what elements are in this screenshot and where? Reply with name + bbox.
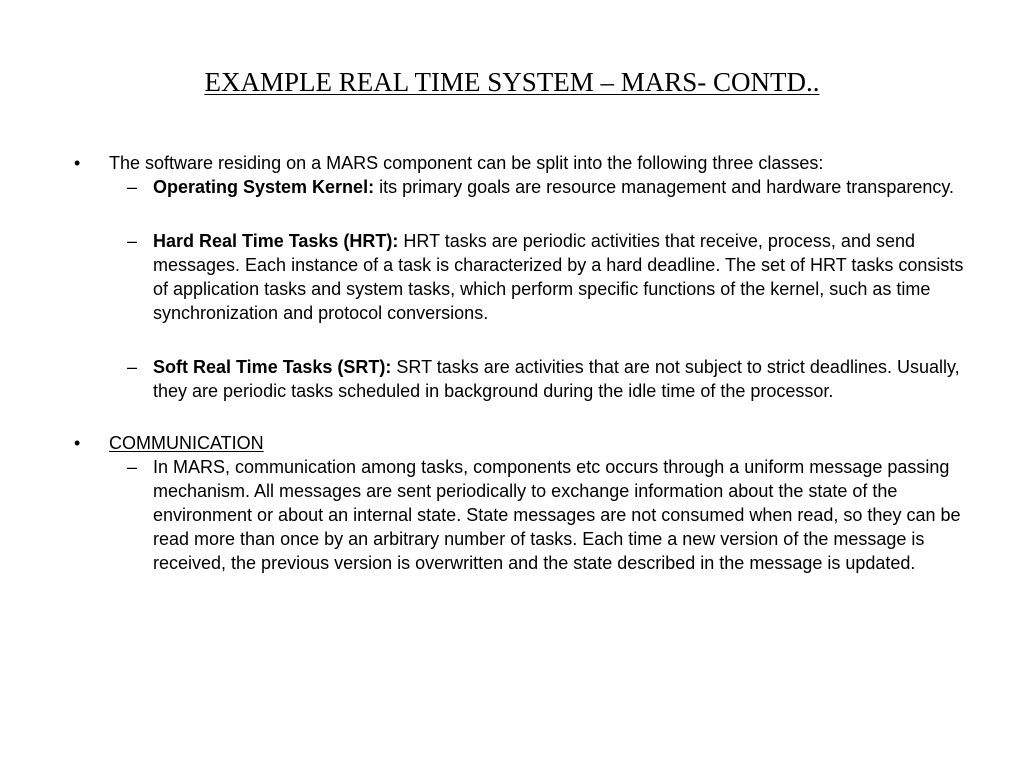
dash-marker: – [127, 357, 138, 377]
slide-title: EXAMPLE REAL TIME SYSTEM – MARS- CONTD.. [204, 67, 820, 97]
bullet-communication [74, 431, 974, 455]
subitem-os-kernel [74, 175, 974, 199]
bullet-marker: • [74, 433, 81, 453]
bullet-software-classes [74, 151, 974, 175]
bullet-text: The software residing on a MARS component can be split into the following three classes: [109, 153, 824, 173]
subitem-body: In MARS, communication among tasks, components etc occurs through a uniform message passing mechanism. All messages are sent periodically to exchange information about the state of the environment or about an internal state. State messages are not consumed when read, so they can be read more than once by an arbitrary number of tasks. Each time a new version of the message is received, the previous version is overwritten and the state described in the message is updated. [153, 457, 961, 573]
subitem-body: its primary goals are resource management and hardware transparency. [379, 177, 955, 197]
slide-content [74, 151, 974, 575]
bullet-text: COMMUNICATION [109, 433, 264, 453]
subitem-heading: Soft Real Time Tasks (SRT): [153, 357, 392, 377]
dash-marker: – [127, 457, 138, 477]
subitem-heading: Operating System Kernel: [153, 177, 375, 197]
dash-marker: – [127, 231, 138, 251]
subitem-body: SRT tasks are activities that are not subject to strict deadlines. Usually, they are periodic tasks scheduled in background during the idle time of the processor. [153, 357, 960, 401]
dash-marker: – [127, 177, 138, 197]
subitem-communication [74, 455, 974, 575]
subitem-heading: Hard Real Time Tasks (HRT): [153, 231, 399, 251]
subitem-body: HRT tasks are periodic activities that receive, process, and send messages. Each instance of a task is characterized by a hard deadline. The set of HRT tasks consists of application tasks and system tasks, which perform specific functions of the kernel, such as time synchronization and protocol conversions. [153, 231, 964, 323]
bullet-marker: • [74, 153, 81, 173]
subitem-srt [74, 355, 974, 403]
subitem-hrt [74, 229, 974, 325]
